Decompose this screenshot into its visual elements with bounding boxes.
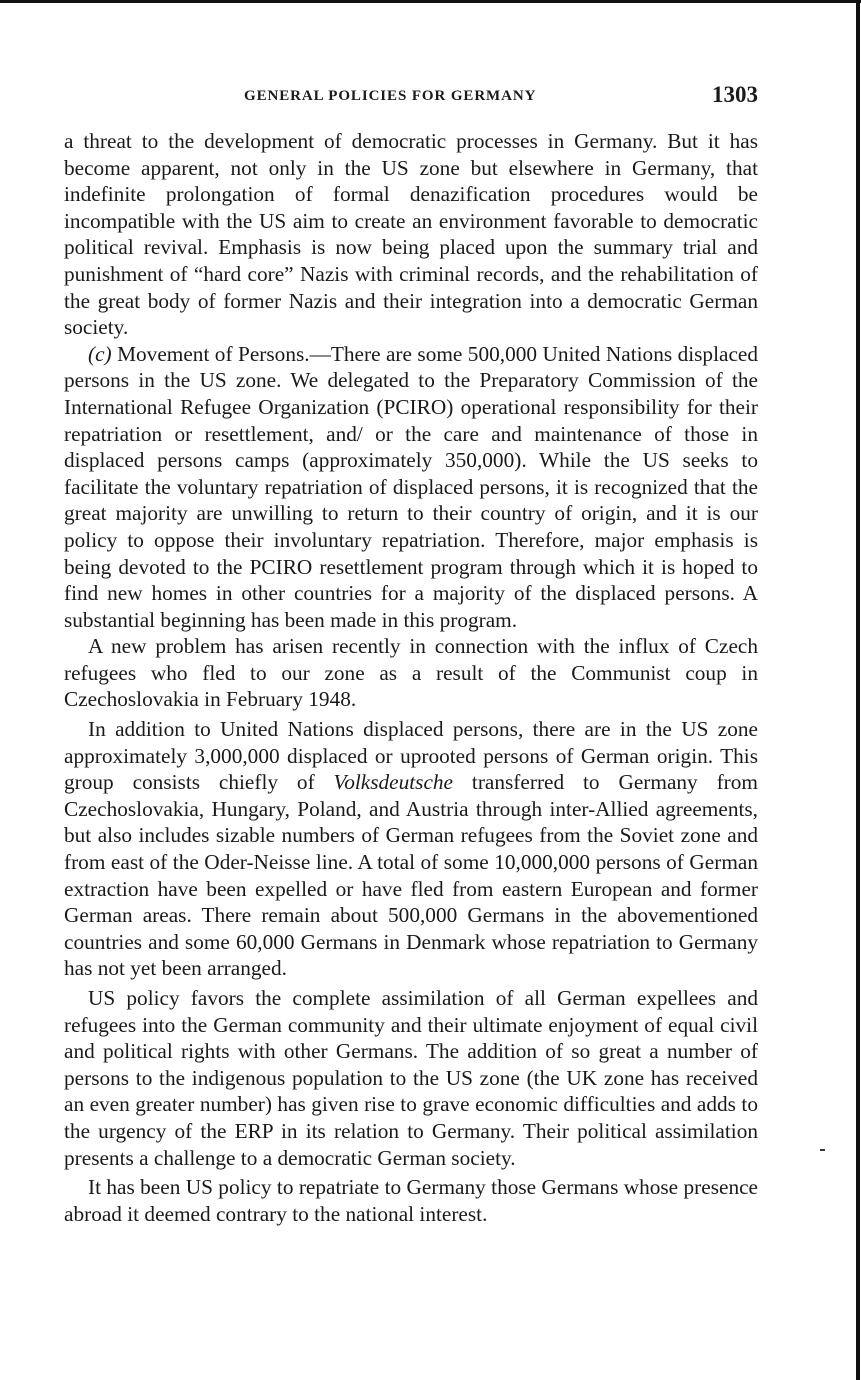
paragraph-text: a threat to the development of democratic processes in Germany. But it has become apparent, not only in the US zone but elsewhere in Germany, that indefinite prolongation of formal denazification procedures would be incompatible with the US aim to create an environment favorable to democratic political revival. Emphasis is now being placed upon the summary trial and punishment of “hard core” Nazis with criminal records, and the rehabilitation of the great body of former Nazis and their integration into a democratic German society. — [64, 129, 758, 340]
paragraph-movement-of-persons — [64, 341, 758, 634]
paragraph-text: In addition to United Nations displaced persons, there are in the US zone approximately 3,000,000 displaced or uprooted persons of German origin. This group consists chiefly of — [64, 717, 758, 795]
paragraph-continuation — [64, 128, 758, 341]
scan-right-edge — [856, 0, 860, 1380]
paragraph-czech-refugees — [64, 633, 758, 713]
page-number: 1303 — [712, 82, 758, 107]
paragraph-german-origin-persons — [64, 716, 758, 982]
scan-top-edge — [0, 0, 861, 3]
paragraph-text: US policy favors the complete assimilation of all German expellees and refugees into the German community and their ultimate enjoyment of equal civil and political rights with other Germans. The addition of so great a number of persons to the indigenous population to the US zone (the UK zone has received an even greater number) has given rise to grave economic difficulties and adds to the urgency of the ERP in its relation to Germany. Their political assimilation presents a challenge to a democratic German society. — [64, 986, 758, 1170]
paragraph-text: transferred to Germany from Czechoslovakia, Hungary, Poland, and Austria through inter-Allied agreements, but also includes sizable numbers of German refugees from the Soviet zone and from east of the Oder-Neisse line. A total of some 10,000,000 persons of German extraction have been expelled or have fled from eastern European and former German areas. There remain about 500,000 Germans in the abovementioned countries and some 60,000 Germans in Denmark whose repatriation to Germany has not yet been arranged. — [64, 770, 758, 981]
paragraph-text: Movement of Persons.—There are some 500,000 United Nations displaced persons in the US zone. We delegated to the Preparatory Commission of the International Refugee Organization (PCIRO) operational responsibility for their repatriation or resettlement, and/ or the care and maintenance of those in displaced persons camps (approximately 350,000). While the US seeks to facilitate the voluntary repatriation of displaced persons, it is recognized that the great majority are unwilling to return to their country of origin, and it is our policy to oppose their involuntary repatriation. Therefore, major emphasis is being devoted to the PCIRO resettlement program through which it is hoped to find new homes in other countries for a majority of the displaced persons. A substantial beginning has been made in this program. — [64, 341, 758, 632]
section-label: (c) — [88, 341, 112, 366]
paragraph-repatriation-policy — [64, 1174, 758, 1227]
page-header — [62, 84, 762, 114]
running-title: GENERAL POLICIES FOR GERMANY — [244, 88, 537, 104]
italic-term: Volksdeutsche — [333, 770, 454, 795]
paragraph-text: A new problem has arisen recently in connection with the influx of Czech refugees who fled to our zone as a result of the Communist coup in Czechoslovakia in February 1948. — [64, 634, 758, 712]
paragraph-text: It has been US policy to repatriate to Germany those Germans whose presence abroad it deemed contrary to the national interest. — [64, 1175, 758, 1226]
margin-mark — [820, 1149, 825, 1151]
page-body — [64, 128, 758, 1227]
paragraph-assimilation-policy — [64, 985, 758, 1171]
